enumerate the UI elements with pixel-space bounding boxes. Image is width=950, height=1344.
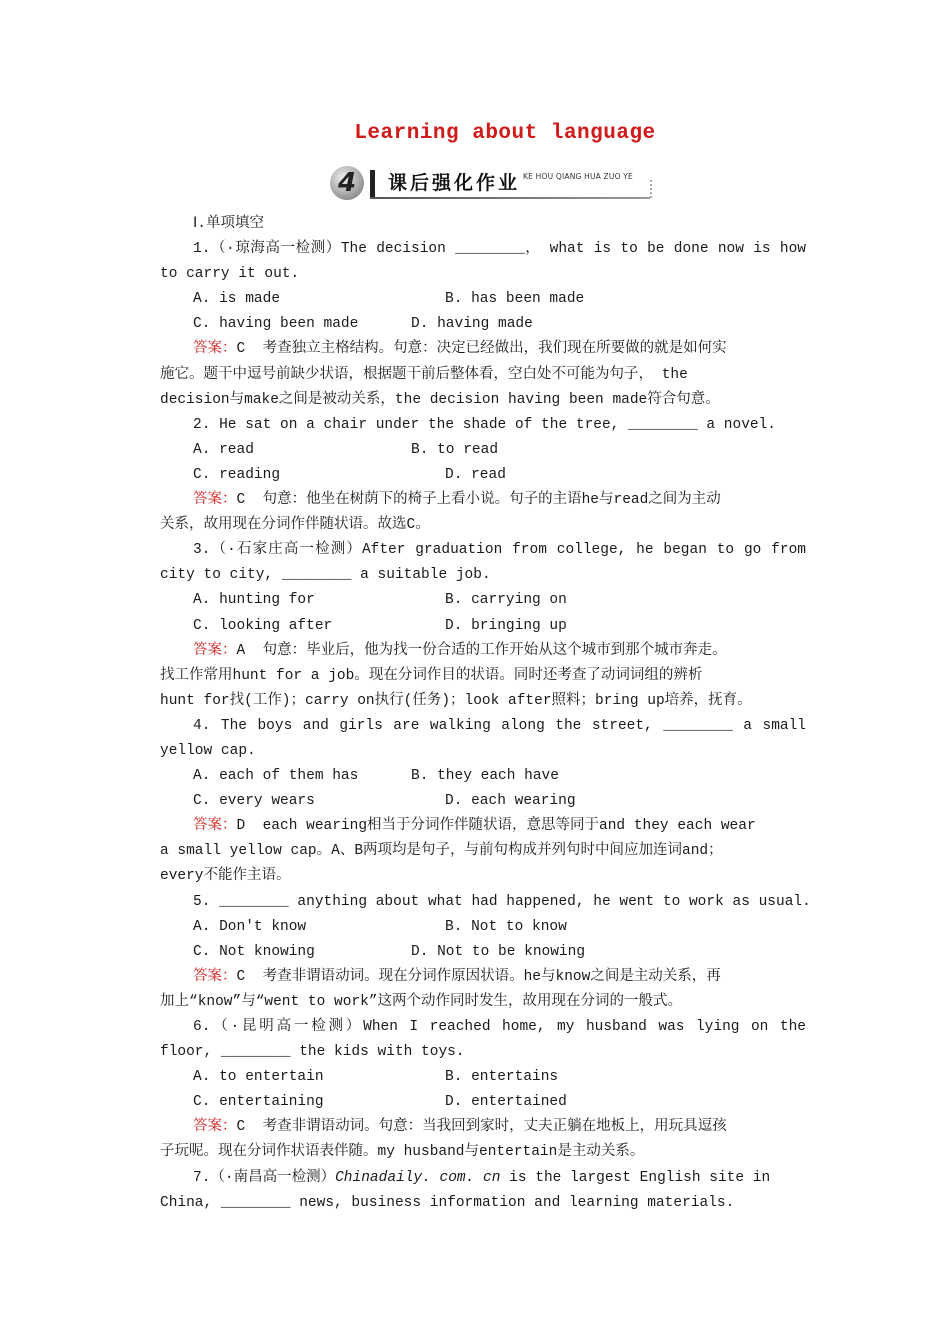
- banner-subtitle: KE HOU QIANG HUA ZUO YE: [523, 172, 633, 181]
- section-banner: [330, 166, 650, 200]
- q2-stem-line-1: 2. He sat on a chair under the shade of the tree, ________ a novel.: [193, 416, 776, 433]
- q6-stem-line-1: 6.（·昆明高一检测）When I reached home, my husband was lying on the: [193, 1019, 806, 1035]
- q2-explanation-2: 关系，故用现在分词作伴随状语。故选C。: [160, 517, 430, 534]
- exercise-content: [160, 212, 811, 1216]
- q1-options-row-1: [160, 287, 806, 312]
- q1-answer-line-1: [160, 337, 806, 362]
- q6-answer-letter: C: [236, 1119, 246, 1136]
- q3-option-d: D. bringing up: [445, 617, 567, 634]
- q3-stem-line-2: city to city, ________ a suitable job.: [160, 567, 491, 584]
- q4-explanation-1: each wearing相当于分词作伴随状语，意思等同于and they each wear: [245, 818, 756, 835]
- q5-answer-letter: C: [236, 968, 246, 985]
- banner-number-badge: 4: [330, 166, 364, 200]
- q5-options-row-2: [160, 940, 806, 965]
- q1-stem-line-2: to carry it out.: [160, 266, 300, 283]
- q1-explanation-3: decision与make之间是被动关系，the decision having been made符合句意。: [160, 391, 720, 408]
- q3-options-row-1: [160, 588, 806, 613]
- q1-answer-letter: C: [236, 341, 246, 358]
- q6-option-c: C. entertaining: [193, 1094, 324, 1111]
- q3-answer-letter: A: [236, 642, 246, 659]
- banner-label: 课后强化作业: [388, 172, 521, 194]
- q1-option-a: A. is made: [193, 291, 281, 308]
- q1-option-c: C. having been made: [193, 316, 359, 333]
- q4-options-row-2: [160, 789, 806, 814]
- q4-option-c: C. every wears: [193, 793, 315, 810]
- q4-stem-line-1: 4. The boys and girls are walking along the street, ________ a small: [193, 717, 806, 734]
- q3-explanation-1: 句意：毕业后，他为找一份合适的工作开始从这个城市到那个城市奔走。: [245, 642, 727, 659]
- q7-stem-line-1: [160, 1166, 806, 1191]
- q4-stem-line-2: yellow cap.: [160, 742, 256, 759]
- q2-option-d: D. read: [445, 466, 506, 483]
- q5-explanation-2: 加上“know”与“went to work”这两个动作同时发生，故用现在分词的一般式。: [160, 993, 683, 1010]
- q5-option-c: C. Not knowing: [193, 943, 315, 960]
- q3-stem-line-1: 3.（·石家庄高一检测）After graduation from college, he began to go from: [193, 542, 806, 559]
- q2-option-a: A. read: [193, 441, 254, 458]
- banner-dotted-edge: [650, 180, 654, 198]
- q6-options-row-1: [160, 1065, 806, 1090]
- q6-option-a: A. to entertain: [193, 1069, 324, 1086]
- q6-stem-line-2: floor, ________ the kids with toys.: [160, 1044, 465, 1061]
- q4-answer-line-1: [160, 814, 806, 839]
- q4-options-row-1: [160, 764, 806, 789]
- q4-explanation-3: every不能作主语。: [160, 868, 291, 885]
- q2-option-b: B. to read: [411, 441, 499, 458]
- q1-stem-line-1: 1.（·琼海高一检测）The decision ________， what is to be done now is how: [193, 241, 806, 258]
- q5-option-d: D. Not to be knowing: [411, 943, 586, 960]
- answer-label: 答案：: [193, 492, 237, 509]
- q5-stem-line-1: 5. ________ anything about what had happened, he went to work as usual.: [193, 893, 811, 910]
- section-heading-text: Ⅰ.单项填空: [193, 216, 264, 232]
- q2-options-row-2: [160, 463, 806, 488]
- q6-option-b: B. entertains: [445, 1069, 559, 1086]
- q6-answer-line-1: [160, 1115, 806, 1140]
- q1-explanation-2: 施它。题干中逗号前缺少状语，根据题干前后整体看，空白处不可能为句子， the: [160, 366, 688, 383]
- q6-options-row-2: [160, 1090, 806, 1115]
- q1-option-d: D. having made: [411, 316, 533, 333]
- q1-options-row-2: [160, 312, 806, 337]
- q2-answer-line-1: [160, 488, 806, 513]
- q6-explanation-2: 子玩呢。现在分词作状语表伴随。my husband与entertain是主动关系。: [160, 1144, 645, 1161]
- q3-option-a: A. hunting for: [193, 592, 315, 609]
- q4-explanation-2: a small yellow cap。A、B两项均是句子，与前句构成并列句时中间应加连词and；: [160, 843, 723, 860]
- q3-answer-line-1: [160, 639, 806, 664]
- q2-answer-letter: C: [236, 492, 246, 509]
- answer-label: 答案：: [193, 341, 237, 358]
- q7-stem-site: Chinadaily. com. cn: [335, 1169, 501, 1186]
- answer-label: 答案：: [193, 818, 237, 835]
- q4-answer-letter: D: [236, 818, 246, 835]
- answer-label: 答案：: [193, 642, 237, 659]
- page-title: Learning about language: [354, 122, 656, 145]
- q5-explanation-1: 考查非谓语动词。现在分词作原因状语。he与know之间是主动关系，再: [245, 968, 721, 985]
- q7-stem-prefix: 7.（·南昌高一检测）: [193, 1169, 336, 1186]
- q3-explanation-3: hunt for找(工作)；carry on执行(任务)；look after照料；bring up培养，抚育。: [160, 692, 752, 709]
- q4-option-a: A. each of them has: [193, 768, 359, 785]
- q6-explanation-1: 考查非谓语动词。句意：当我回到家时，丈夫正躺在地板上，用玩具逗孩: [245, 1119, 727, 1136]
- answer-label: 答案：: [193, 968, 237, 985]
- q3-options-row-2: [160, 614, 806, 639]
- q5-options-row-1: [160, 915, 806, 940]
- q7-stem-line-2: China, ________ news, business information and learning materials.: [160, 1194, 735, 1211]
- q4-option-d: D. each wearing: [445, 793, 576, 810]
- q3-explanation-2: 找工作常用hunt for a job。现在分词作目的状语。同时还考查了动词词组的辨析: [160, 667, 703, 684]
- q2-option-c: C. reading: [193, 466, 281, 483]
- q4-option-b: B. they each have: [411, 768, 559, 785]
- q1-option-b: B. has been made: [445, 291, 585, 308]
- q6-option-d: D. entertained: [445, 1094, 567, 1111]
- banner-bar: [370, 170, 375, 198]
- banner-underline: [370, 197, 650, 199]
- q3-option-b: B. carrying on: [445, 592, 567, 609]
- q3-option-c: C. looking after: [193, 617, 333, 634]
- q1-explanation-1: 考查独立主格结构。句意：决定已经做出，我们现在所要做的就是如何实: [245, 341, 727, 358]
- q5-answer-line-1: [160, 965, 806, 990]
- q5-option-a: A. Don't know: [193, 918, 307, 935]
- q2-explanation-1: 句意：他坐在树荫下的椅子上看小说。句子的主语he与read之间为主动: [245, 492, 721, 509]
- answer-label: 答案：: [193, 1119, 237, 1136]
- q2-options-row-1: [160, 438, 806, 463]
- q7-stem-rest: is the largest English site in: [500, 1169, 771, 1186]
- q5-option-b: B. Not to know: [445, 918, 567, 935]
- section-heading: [160, 212, 806, 237]
